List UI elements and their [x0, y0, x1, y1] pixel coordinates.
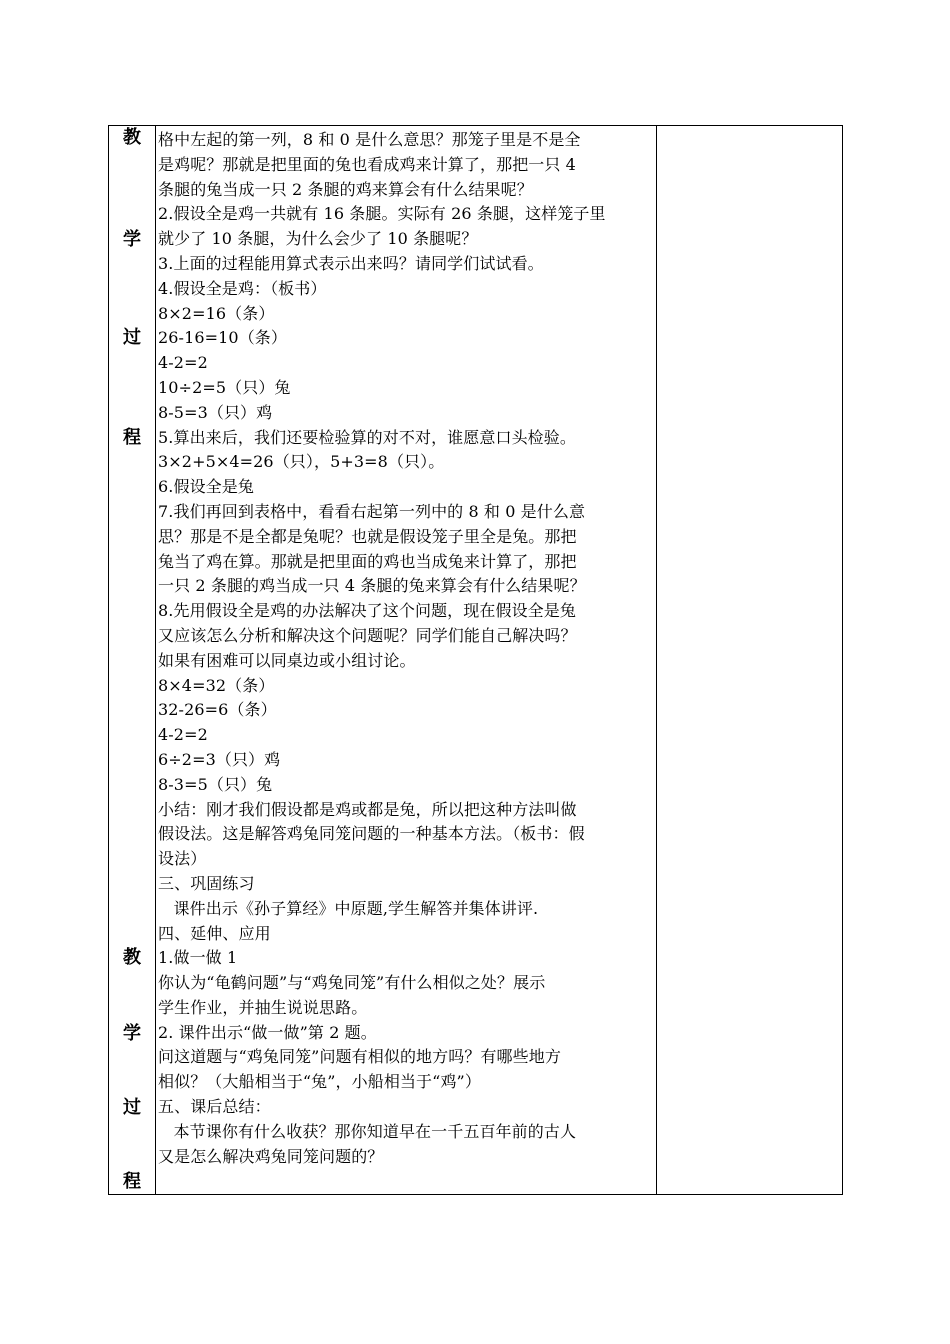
side-label: 教 [123, 127, 141, 148]
content-line: 相似？（大船相当于“兔”，小船相当于“鸡”） [158, 1072, 481, 1092]
content-line: 五、课后总结： [158, 1097, 271, 1117]
table-row [109, 126, 843, 1195]
notes-column [657, 126, 843, 1195]
content-line: 8-3=5（只）兔 [158, 774, 273, 794]
content-line: 2. 课件出示“做一做”第 2 题。 [158, 1022, 377, 1042]
content-line: 问这道题与“鸡兔同笼”问题有相似的地方吗？有哪些地方 [158, 1047, 561, 1067]
content-line: 你认为“龟鹤问题”与“鸡兔同笼”有什么相似之处？展示 [158, 973, 546, 993]
content-line: 8×2=16（条） [158, 303, 275, 323]
content-line: 设法） [158, 849, 207, 869]
lesson-content-column [156, 126, 657, 1195]
content-line: 8×4=32（条） [158, 675, 275, 695]
lesson-plan-table [108, 125, 843, 1195]
content-line: 三、巩固练习 [158, 873, 255, 893]
content-line: 6.假设全是兔 [158, 477, 254, 497]
lesson-content [156, 126, 656, 1169]
side-label: 程 [123, 1171, 141, 1192]
content-line: 就少了 10 条腿，为什么会少了 10 条腿呢？ [158, 229, 478, 249]
content-line: 3.上面的过程能用算式表示出来吗？请同学们试试看。 [158, 253, 544, 273]
content-line: 思？那是不是全都是兔呢？也就是假设笼子里全是兔。那把 [158, 526, 577, 546]
content-line: 7.我们再回到表格中，看看右起第一列中的 8 和 0 是什么意 [158, 501, 586, 521]
content-line: 10÷2=5（只）兔 [158, 377, 291, 397]
content-line: 假设法。这是解答鸡兔同笼问题的一种基本方法。（板书：假 [158, 824, 585, 844]
content-line: 8-5=3（只）鸡 [158, 402, 273, 422]
content-line: 5.算出来后，我们还要检验算的对不对，谁愿意口头检验。 [158, 427, 576, 447]
side-label: 过 [123, 1097, 141, 1118]
content-line: 4.假设全是鸡：（板书） [158, 278, 327, 298]
side-label: 教 [123, 947, 141, 968]
content-line: 6÷2=3（只）鸡 [158, 749, 281, 769]
side-label: 学 [123, 1023, 141, 1044]
side-label-column [109, 126, 156, 1195]
content-line: 3×2+5×4=26（只），5+3=8（只）。 [158, 452, 445, 472]
content-line: 兔当了鸡在算。那就是把里面的鸡也当成兔来计算了，那把 [158, 551, 577, 571]
content-line: 又是怎么解决鸡兔同笼问题的？ [158, 1146, 384, 1166]
side-label: 学 [123, 229, 141, 250]
content-line: 本节课你有什么收获？那你知道早在一千五百年前的古人 [158, 1121, 577, 1141]
content-line: 2.假设全是鸡一共就有 16 条腿。实际有 26 条腿，这样笼子里 [158, 204, 606, 224]
content-line: 4-2=2 [158, 725, 208, 745]
content-line: 课件出示《孙子算经》中原题,学生解答并集体讲评. [158, 898, 539, 918]
content-line: 26-16=10（条） [158, 328, 287, 348]
content-line: 学生作业，并抽生说说思路。 [158, 997, 368, 1017]
content-line: 如果有困难可以同桌边或小组讨论。 [158, 650, 416, 670]
side-label: 程 [123, 427, 141, 448]
content-line: 条腿的兔当成一只 2 条腿的鸡来算会有什么结果呢？ [158, 179, 533, 199]
content-line: 四、延伸、应用 [158, 923, 271, 943]
content-line: 又应该怎么分析和解决这个问题呢？同学们能自己解决吗？ [158, 625, 577, 645]
content-line: 8.先用假设全是鸡的办法解决了这个问题，现在假设全是兔 [158, 601, 576, 621]
content-line: 32-26=6（条） [158, 700, 277, 720]
content-line: 一只 2 条腿的鸡当成一只 4 条腿的兔来算会有什么结果呢？ [158, 576, 586, 596]
content-line: 小结：刚才我们假设都是鸡或都是兔，所以把这种方法叫做 [158, 799, 577, 819]
content-line: 格中左起的第一列，8 和 0 是什么意思？那笼子里是不是全 [158, 130, 581, 149]
content-line: 1.做一做 1 [158, 948, 238, 968]
side-label: 过 [123, 327, 141, 348]
content-line: 4-2=2 [158, 353, 208, 373]
content-line: 是鸡呢？那就是把里面的兔也看成鸡来计算了，那把一只 4 [158, 154, 576, 174]
